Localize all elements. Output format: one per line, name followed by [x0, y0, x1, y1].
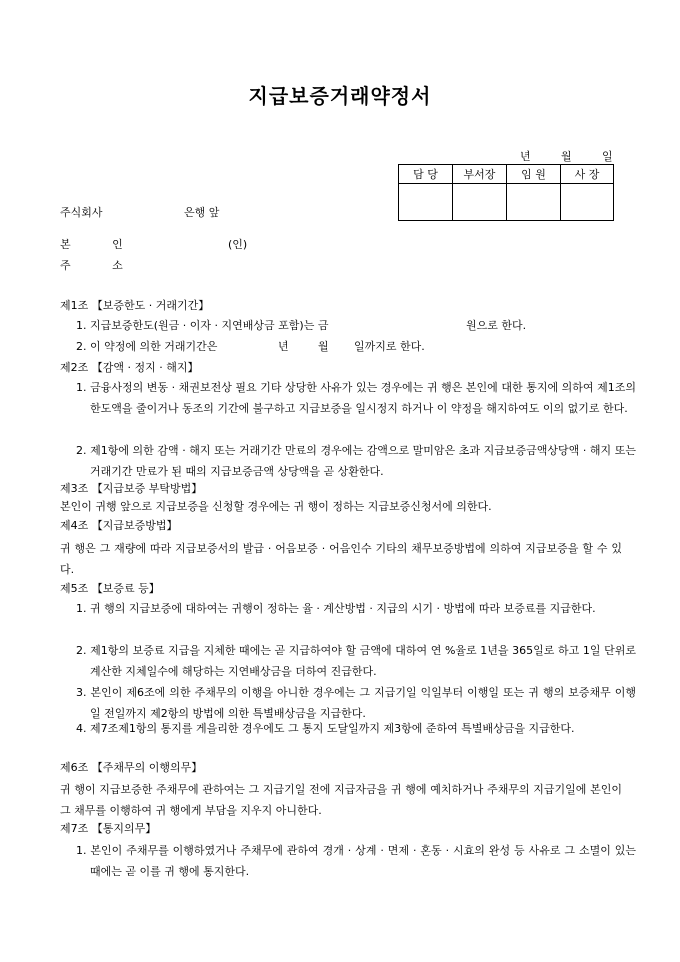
article-1-item-2: 2. 이 약정에 의한 거래기간은 [76, 340, 218, 353]
article-4-heading: 제4조 【지급보증방법】 [60, 519, 178, 532]
company-label: 주식회사 [60, 206, 103, 219]
article-7-heading: 제7조 【통지의무】 [60, 822, 157, 835]
approval-sign-cell [399, 184, 453, 221]
article-1-year: 년 [278, 340, 289, 353]
approval-sign-cell [453, 184, 507, 221]
article-2-item-1: 1. 금융사정의 변동 · 채권보전상 필요 기타 상당한 사유가 있는 경우에는 귀 행은 본인에 대한 통지에 의하여 제1조의 한도액을 줄이거나 동조의 기간에 불구하고 지급보증을 일시정지 하거나 이 약정을 해지하여도 이의 없기로 한다. [76, 381, 636, 415]
article-7-item-1: 1. 본인이 주채무를 이행하였거나 주채무에 관하여 경개 · 상계 · 면제 · 혼동 · 시효의 완성 등 사유로 그 소멸이 있는 때에는 곧 이를 귀 행에 통지한다. [76, 844, 636, 878]
article-1-heading: 제1조 【보증한도 · 거래기간】 [60, 299, 210, 312]
article-3-heading: 제3조 【지급보증 부탁방법】 [60, 482, 203, 495]
article-5-item-2: 2. 제1항의 보증료 지급을 지체한 때에는 곧 지급하여야 할 금액에 대하여 연 %율로 1년을 365일로 하고 1일 단위로 계산한 지체일수에 해당하는 지연배상금을 더하여 진급한다. [76, 644, 636, 678]
article-1-month: 월 [318, 340, 329, 353]
article-6-heading: 제6조 【주채무의 이행의무】 [60, 761, 203, 774]
article-5-item-4: 4. 제7조제1항의 통지를 게을리한 경우에도 그 통지 도달일까지 제3항에 준하여 특별배상금을 지급한다. [76, 722, 575, 735]
date-year: 년 [520, 150, 531, 163]
approval-header: 담 당 [399, 165, 453, 184]
article-6-body: 귀 행이 지급보증한 주채무에 관하여는 그 지급기일 전에 지급자금을 귀 행에 예치하거나 주채무의 지급기일에 본인이 그 채무를 이행하여 귀 행에게 부담을 지우지 아니한다. [60, 783, 622, 817]
article-2-heading: 제2조 【감액 · 정지 · 해지】 [60, 361, 199, 374]
article-5-item-3: 3. 본인이 제6조에 의한 주채무의 이행을 아니한 경우에는 그 지급기일 익일부터 이행일 또는 귀 행의 보증채무 이행일 전일까지 제2항의 방법에 의한 특별배상금을 지급한다. [76, 686, 636, 720]
document-title: 지급보증거래약정서 [248, 84, 432, 108]
bank-label: 은행 앞 [184, 206, 220, 219]
approval-table [398, 164, 614, 221]
approval-header: 사 장 [561, 165, 614, 184]
address-label: 주 소 [60, 259, 123, 272]
approval-sign-cell [507, 184, 561, 221]
date-month: 월 [561, 150, 572, 163]
approval-header: 부서장 [453, 165, 507, 184]
article-5-item-1: 1. 귀 행의 지급보증에 대하여는 귀행이 정하는 율 · 계산방법 · 지급의 시기 · 방법에 따라 보증료를 지급한다. [76, 602, 596, 615]
article-3-body: 본인이 귀행 앞으로 지급보증을 신청할 경우에는 귀 행이 정하는 지급보증신청서에 의한다. [60, 500, 492, 513]
approval-header: 임 원 [507, 165, 561, 184]
article-1-item-1-unit: 원으로 한다. [466, 319, 527, 332]
self-label: 본 인 [60, 238, 123, 251]
article-1-item-1: 1. 지급보증한도(원금 · 이자 · 지연배상금 포함)는 금 [76, 319, 329, 332]
article-4-body: 귀 행은 그 재량에 따라 지급보증서의 발급 · 어음보증 · 어음인수 기타의 채무보증방법에 의하여 지급보증을 할 수 있다. [60, 542, 622, 576]
approval-sign-cell [561, 184, 614, 221]
article-5-heading: 제5조 【보증료 등】 [60, 582, 160, 595]
seal-mark: (인) [228, 238, 248, 251]
date-day: 일 [602, 150, 613, 163]
article-2-item-2: 2. 제1항에 의한 감액 · 해지 또는 거래기간 만료의 경우에는 감액으로 말미암은 초과 지급보증금액상당액 · 해지 또는 거래기간 만료가 된 때의 지급보증금액 상당액을 곧 상환한다. [76, 444, 636, 478]
article-1-until: 일까지로 한다. [354, 340, 425, 353]
